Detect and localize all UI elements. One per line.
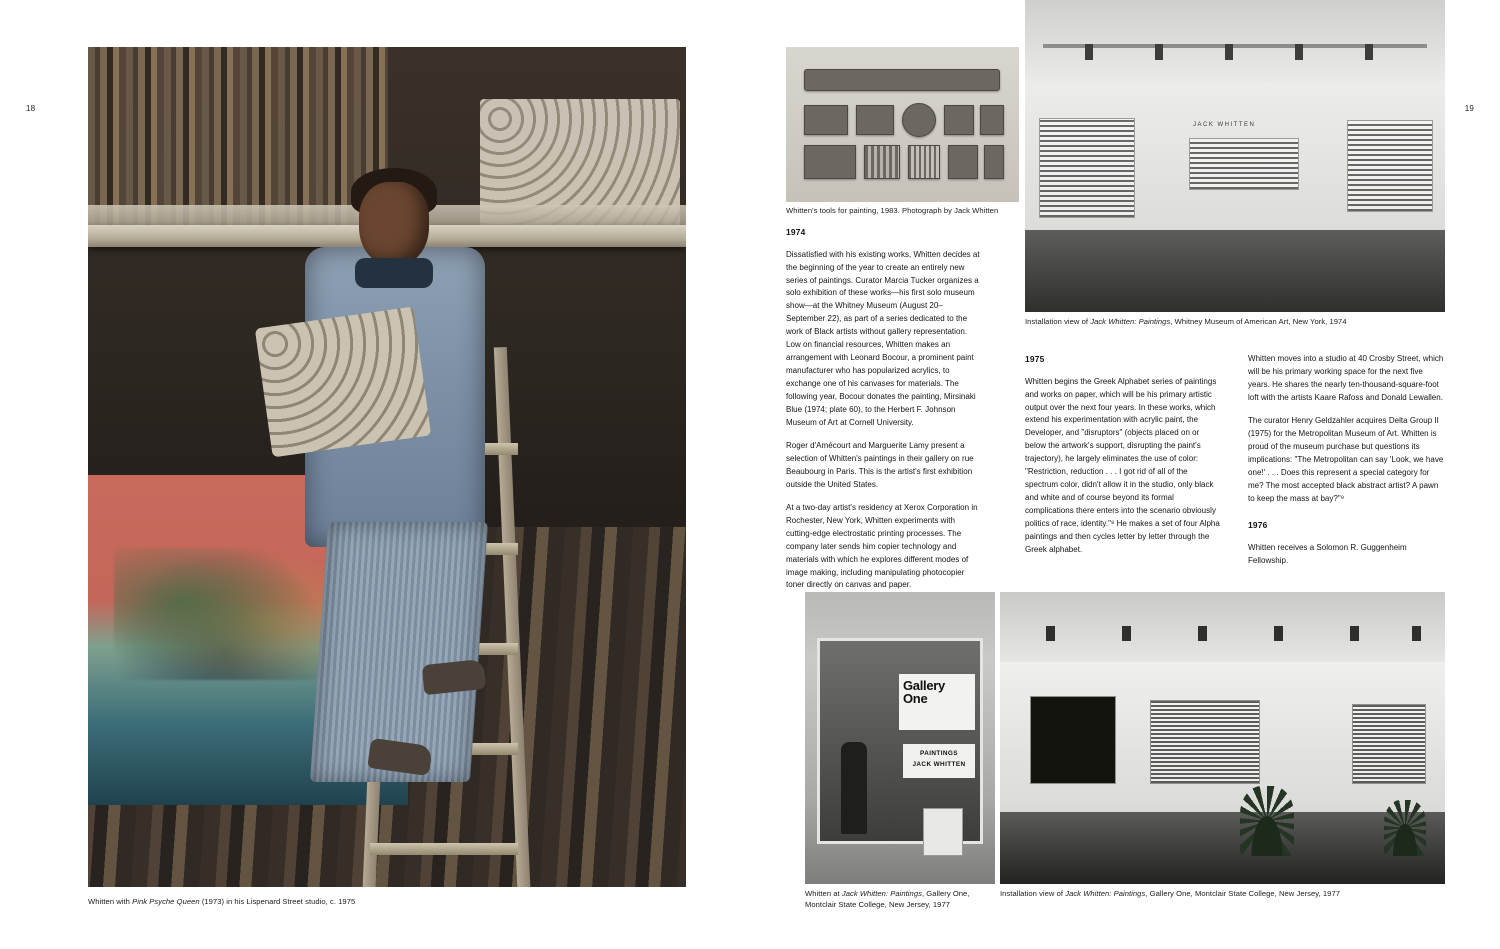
sign-line-2: One [903, 691, 928, 707]
gallery-floor [1000, 812, 1445, 884]
page-number-right: 19 [1464, 104, 1474, 113]
caption-title-italic: Pink Psyche Queen [132, 897, 200, 906]
potted-plant [1384, 800, 1426, 856]
track-light [1085, 44, 1093, 60]
caption-text-post: , Whitney Museum of American Art, New York, 1974 [1170, 317, 1347, 326]
figure-head [359, 182, 429, 266]
gallery-ceiling [1000, 592, 1445, 662]
track-light [1122, 626, 1131, 641]
placard-line-1: PAINTINGS [920, 750, 958, 757]
whitney-photo-caption [1025, 316, 1445, 327]
track-light [1412, 626, 1421, 641]
tool-comb [908, 145, 940, 179]
paragraph: The curator Henry Geldzahler acquires Delta Group II (1975) for the Metropolitan Museum of Art. Whitten is proud of the museum purchase but questions its implications: "The Metropolitan can say 'Look, we have one!' . . . Does this represent a special category for me? The most accepted black abstract artist? A pawn to keep the mass at bay?"⁹ [1248, 415, 1444, 503]
artwork-left [1039, 118, 1135, 218]
caption-text-pre: Installation view of [1000, 889, 1066, 898]
chronology-entry-1974 [786, 226, 982, 592]
left-photo-caption [88, 896, 648, 907]
year-heading-1974: 1974 [786, 227, 806, 237]
whitten-studio-portrait [88, 47, 686, 887]
artwork-right [1352, 704, 1426, 784]
tool-block [948, 145, 978, 179]
caption-title-italic: Jack Whitten: Paintings [841, 889, 922, 898]
caption-text-post: , Gallery One, Montclair State College, New Jersey, 1977 [1145, 889, 1340, 898]
track-light [1198, 626, 1207, 641]
chronology-entry-1975-continued [1248, 353, 1444, 568]
figure-neckerchief [355, 258, 433, 288]
standing-figure [841, 742, 867, 834]
caption-text-post: , Gallery One, Montclair State College, New Jersey, 1977 [805, 889, 970, 909]
whitten-tools-photo [786, 47, 1019, 202]
tool-block [980, 105, 1004, 135]
tool-disc [902, 103, 936, 137]
year-heading-1976: 1976 [1248, 520, 1268, 531]
ladder-rung [370, 843, 518, 855]
gallery-one-exterior-photo [805, 592, 995, 884]
paragraph: Roger d'Amécourt and Marguerite Lamy present a selection of Whitten's paintings in their gallery on rue Beaubourg in Paris. This is the artist's first exhibition outside the United States. [786, 440, 974, 489]
track-light [1155, 44, 1163, 60]
track-light [1350, 626, 1359, 641]
placard-line-2: JACK WHITTEN [912, 760, 966, 768]
page-number-left: 18 [26, 104, 36, 113]
wall-title-text: JACK WHITTEN [1193, 122, 1256, 128]
exhibition-placard [903, 744, 975, 778]
rolled-canvas-bundle [255, 306, 432, 457]
gallery-one-sign [899, 674, 975, 730]
sign-line-1: Gallery [903, 678, 945, 693]
track-light [1295, 44, 1303, 60]
paragraph: Dissatisfied with his existing works, Whitten decides at the beginning of the year to create an entirely new series of paintings. Curator Marcia Tucker organizes a solo exhibition of these works—his first solo museum show—at the Whitney Museum (August 20–September 22), as part of a series dedicated to the work of Black artists without gallery representation. Low on financial resources, Whitten makes an arrangement with Leonard Bocour, a prominent paint manufacturer who has popularized acrylics, to exchange one of his canvases for materials. The following year, Bocour donates the painting, Mirsinaki Blue (1974; plate 60), to the Herbert F. Johnson Museum of Art at Cornell University. [786, 249, 980, 427]
artwork-dark [1030, 696, 1116, 784]
paragraph: Whitten begins the Greek Alphabet series of paintings and works on paper, which will be his primary artistic output over the next four years. In these works, which extend his experimentation with acrylic paint, the Developer, and "disruptors" (objects placed on or below the artwork's support, disrupting the paint's trajectory), he largely eliminates the use of color: "Restriction, reduction . . . I got rid of all of the spectrum color, didn't allow it in the studio, only black and white and of course beyond its formal complications there enters into the scenario obviously politics of race, identity."⁸ He makes a set of four Alpha paintings and then cycles letter by letter through the Greek alphabet. [1025, 376, 1220, 554]
tool-comb [864, 145, 900, 179]
paragraph: Whitten moves into a studio at 40 Crosby Street, which will be his primary working space for the next five years. He shares the nearly ten-thousand-square-foot loft with the artists Kaare Rafoss and Donald Lewallen. [1248, 354, 1444, 402]
paragraph: At a two-day artist's residency at Xerox Corporation in Rochester, New York, Whitten experiments with cutting-edge electrostatic printing processes. The company later sends him copier technology and materials with which he explores different modes of image making, including manipulating photocopier toner directly on canvas and paper. [786, 502, 978, 590]
paragraph: Whitten receives a Solomon R. Guggenheim Fellowship. [1248, 543, 1407, 566]
gallery-one-interior-caption [1000, 888, 1440, 899]
trash-bin [923, 808, 963, 856]
artwork-striped [1150, 700, 1260, 784]
artwork-right [1347, 120, 1433, 212]
gallery-floor [1025, 230, 1445, 312]
tool-rake [804, 145, 856, 179]
artwork-center [1189, 138, 1299, 190]
caption-text-pre: Installation view of [1025, 317, 1091, 326]
track-light [1046, 626, 1055, 641]
tool-long-blade [804, 69, 1000, 91]
tool-block [804, 105, 848, 135]
track-light [1225, 44, 1233, 60]
potted-plant [1240, 786, 1294, 856]
caption-text-post: (1973) in his Lispenard Street studio, c. 1975 [199, 897, 356, 906]
track-light [1365, 44, 1373, 60]
gallery-one-interior-photo [1000, 592, 1445, 884]
gallery-ceiling [1025, 0, 1445, 82]
whitney-installation-photo [1025, 0, 1445, 312]
tool-block [856, 105, 894, 135]
tool-block [944, 105, 974, 135]
chronology-entry-1975 [1025, 353, 1221, 557]
caption-title-italic: Jack Whitten: Paintings [1065, 889, 1146, 898]
tool-block [984, 145, 1004, 179]
tools-photo-caption: Whitten's tools for painting, 1983. Photograph by Jack Whitten [786, 206, 999, 215]
year-heading-1975: 1975 [1025, 354, 1045, 364]
caption-text-pre: Whitten with [88, 897, 133, 906]
caption-text-pre: Whitten at [805, 889, 842, 898]
artist-figure [283, 142, 543, 762]
caption-title-italic: Jack Whitten: Paintings [1090, 317, 1171, 326]
gallery-one-exterior-caption [805, 888, 990, 910]
track-light [1274, 626, 1283, 641]
figure-shoe [422, 659, 487, 695]
